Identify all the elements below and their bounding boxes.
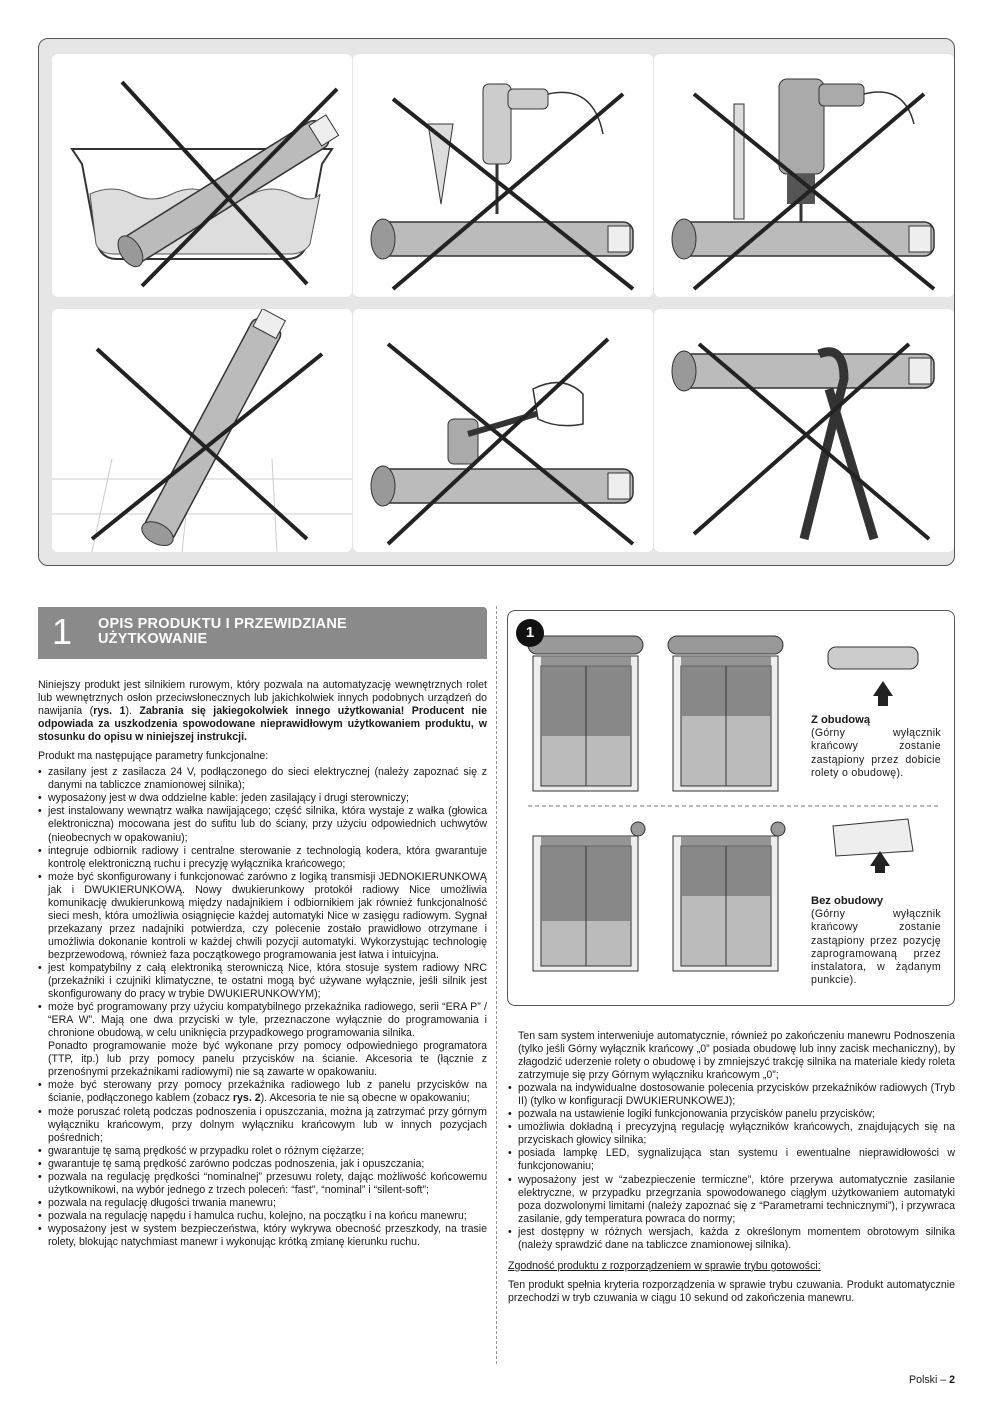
window-with-box-1 [528, 636, 643, 791]
list-item: • pozwala na indywidualne dostosowanie polecenia przycisków przekaźników radiowych (Tryb II) (tylko w konfiguracji DWUKIERUNKOWEJ); [508, 1082, 955, 1108]
list-item: • pozwala na regulację długości trwania manewru; [38, 1197, 487, 1210]
list-item: • pozwala na regulację napędu i hamulca ruchu, kolejno, na początku i na końcu manewru; [38, 1210, 487, 1223]
list-item: • jest dostępny w różnych wersjach, każda z określonym momentem obrotowym silnika (należy sprawdzić dane na tabliczce znamionowej silnika). [508, 1226, 955, 1252]
drill-illustration [654, 54, 954, 297]
hammer-illustration [353, 309, 653, 552]
feature-list [38, 766, 487, 1040]
list-item: • gwarantuje tę samą prędkość zarówno podczas podnoszenia, jak i opuszczania; [38, 1158, 487, 1171]
intro-paragraph: Niniejszy produkt jest silnikiem rurowym, który pozwala na automatyzację wewnętrznych rolet lub wewnętrznych osłon przeciwsłonecznych lub jakichkolwiek innych podobnych urządzeń do nawijania (rys. 1). Zabrania się jakiegokolwiek innego użytkowania! Producent nie odpowiada za uszkodzenia spowodowane nieprawidłowym użytkowaniem produktu, w stosunku do opisu w niniejszej instrukcji. [38, 679, 487, 744]
warning-no-drilling [654, 54, 954, 297]
list-item: • posiada lampkę LED, sygnalizująca stan systemu i ewentualne nieprawidłowości w funkcjonowaniu; [508, 1147, 955, 1173]
list-item: • gwarantuje tę samą prędkość w przypadku rolet o różnym ciężarze; [38, 1145, 487, 1158]
list-item: • umożliwia dokładną i precyzyjną regulację wyłączników krańcowych, znajdujących się na przyciskach głowicy silnika; [508, 1121, 955, 1147]
list-item: • wyposażony jest w system bezpieczeństwa, który wykrywa obecność przeszkody, na trasie rolety, blokując natychmiast manewr i wykonując krótką zmianę kierunku ruchu. [38, 1223, 487, 1249]
warning-no-drop [52, 309, 352, 552]
list-item: • może być sterowany przy pomocy przekaźnika radiowego lub z panelu przycisków na ścianie, podłączonego kablem (zobacz rys. 2). Akcesoria te nie są obecne w opakowaniu; [38, 1079, 487, 1105]
feature-list-3 [508, 1082, 955, 1252]
column-divider [496, 606, 497, 1364]
pliers-illustration [654, 309, 954, 552]
standby-text: Ten produkt spełnia kryteria rozporządzenia w sprawie trybu czuwania. Produkt automatycznie przechodzi w tryb czuwania w ciągu 10 sekund od zakończenia manewru. [508, 1278, 955, 1304]
list-item: • jest instalowany wewnątrz wałka nawijającego; część silnika, która wystaje z wałka (głowica elektroniczna) mocowana jest do sufitu lub do ściany, przy użyciu odpowiednich uchwytów (nieobecnych w opakowaniu); [38, 805, 487, 844]
warning-panel [38, 38, 955, 566]
list-item-continuation: Ponadto programowanie może być wykonane przy pomocy odpowiedniego programatora (TTP, itp.) lub przy pomocy panelu przycisków na ścianie. Akcesoria te (łącznie z przenośnymi przekaźnikami radiowymi) nie są zawarte w opakowaniu. [48, 1040, 487, 1079]
box-detail [828, 647, 918, 706]
screw-drill-illustration [353, 54, 653, 297]
drop-illustration [52, 309, 352, 552]
warning-no-water [52, 54, 352, 297]
list-item: • jest kompatybilny z całą elektroniką sterowniczą Nice, która stosuje system radiowy NRC (przekaźniki i czujniki klimatyczne, te ostatni mogą być używane wyłącznie, jeśli silnik jest skonfigurowany do pracy w trybie DWUKIERUNKOWYM); [38, 962, 487, 1001]
window-without-box-1 [533, 822, 645, 971]
caption-without-box [811, 895, 941, 987]
warning-no-hammer [353, 309, 653, 552]
figure-number: 1 [516, 619, 544, 647]
list-item: • pozwala na ustawienie logiki funkcjonowania przycisków panelu przycisków; [508, 1108, 955, 1121]
list-item: • może być skonfigurowany i funkcjonować zarówno z logiką transmisji JEDNOKIERUNKOWĄ jak i DWUKIERUNKOWĄ. Nowy dwukierunkowy protokół radiowy Nice umożliwia komunikację dwukierunkową między nadajnikiem i odbiornikiem jak również funkcjonalność sieci mesh, która umożliwia osiągnięcie każdej automatyki Nice w zasięgu radiowym. Sygnał przekazany przez nadajniki potwierdza, czy polecenie zostało prawidłowo otrzymane i umożliwia dokonanie kontroli w każdej chwili pozycji automatyki. Wykorzystując technologię bezprzewodową, również faza początkowego programowania jest łatwa i intuicyjna. [38, 871, 487, 962]
window-without-box-2 [673, 822, 785, 971]
right-column [508, 1030, 955, 1311]
motor-in-water-illustration [52, 54, 352, 297]
warning-no-screw [353, 54, 653, 297]
list-item: • wyposażony jest w dwa oddzielne kable: jeden zasilający i drugi sterowniczy; [38, 792, 487, 805]
warning-no-pliers [654, 309, 954, 552]
no-box-detail [833, 819, 913, 873]
window-with-box-2 [668, 636, 783, 791]
list-item: • wyposażony jest w “zabezpieczenie termiczne”, które przerywa automatycznie zasilanie elektryczne, w przypadku przegrzania spowodowanego ciągłym użytkowaniem automatyki poza dozwolonymi limitami (należy zapoznać się z “Parametrami technicznymi”), i przywraca zasilanie, gdy temperatura powraca do normy; [508, 1174, 955, 1226]
features-intro: Produkt ma następujące parametry funkcjonalne: [38, 750, 269, 763]
left-column [38, 679, 487, 1249]
list-item: • może poruszać roletą podczas podnoszenia i opuszczania, można ją zatrzymać przy górnym wyłączniku krańcowym, przy dolnym wyłączniku krańcowym lub w innych pozycjach pośrednich; [38, 1106, 487, 1145]
caption-desc: (Górny wyłącznik krańcowy zostanie zastąpiony przez pozycję zaprogramowaną przez instalatora, w żądanym punkcie). [811, 908, 941, 987]
list-item: • integruje odbiornik radiowy i centralne sterowanie z technologią kodera, która gwarantuje kontrolę elektroniczną ruchu i precyzję wyłącznika krańcowego; [38, 845, 487, 871]
list-item: • może być programowany przy użyciu kompatybilnego przekaźnika radiowego, serii “ERA P” / “ERA W”. Mają one dwa przyciski w tyle, przeznaczone wyłącznie do programowania i chronione obudową, w celu uniknięcia przypadkowego programowania silnika. [38, 1001, 487, 1040]
feature-list-2 [38, 1079, 487, 1249]
section-number: 1 [52, 611, 73, 652]
caption-desc: (Górny wyłącznik krańcowy zostanie zastąpiony przez dobicie rolety o obudowę). [811, 727, 941, 779]
section-heading [38, 607, 487, 659]
list-item: • zasilany jest z zasilacza 24 V, podłączonego do sieci elektrycznej (należy zapoznać się z danymi na tabliczce znamionowej silnika); [38, 766, 487, 792]
page-footer [909, 1374, 955, 1386]
footer-language: Polski – [909, 1374, 947, 1386]
caption-title: Z obudową [811, 714, 871, 726]
list-item: • pozwala na regulację prędkości “nominalnej” przesuwu rolety, dając możliwość końcowemu użytkownikowi, na wybór jednego z trzech poleceń: “fast”, “nominal” i “silent-soft”; [38, 1171, 487, 1197]
standby-heading: Zgodność produktu z rozporządzeniem w sprawie trybu gotowości: [508, 1259, 821, 1272]
caption-title: Bez obudowy [811, 895, 884, 907]
section-title: OPIS PRODUKTU I PRZEWIDZIANE UŻYTKOWANIE [98, 616, 347, 647]
caption-with-box [811, 714, 941, 780]
list-item-continuation: Ten sam system interweniuje automatycznie, również po zakończeniu manewru Podnoszenia (tylko jeśli Górny wyłącznik krańcowy „0” posiada obudowę lub inny zacisk mechaniczny), by złagodzić uderzenie rolety o obudowę i by zmniejszyć trakcję silnika na materiale kiedy roleta zatrzymuje się przy Górnym wyłączniku krańcowym „0”; [518, 1030, 955, 1082]
figure-1 [507, 610, 955, 1006]
page-number: 2 [949, 1374, 955, 1386]
